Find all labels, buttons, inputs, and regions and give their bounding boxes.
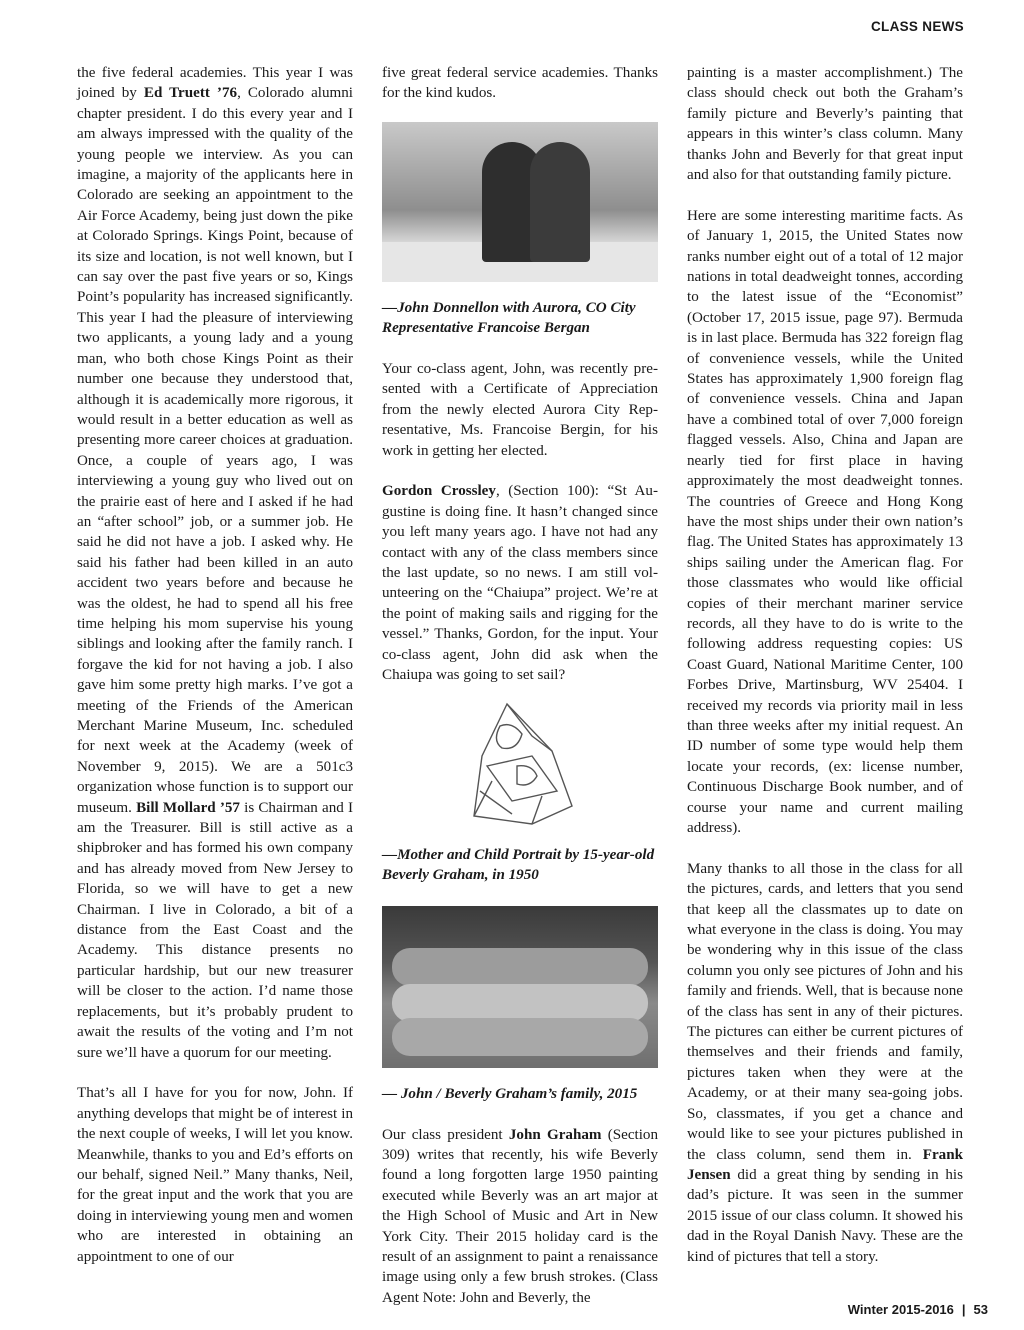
issue-label: Winter 2015-2016 <box>847 1302 954 1317</box>
column-1 <box>77 63 353 1267</box>
person-name: John Graham <box>508 1126 602 1143</box>
photo-caption: —Mother and Child Portrait by 15-year-old Beverly Graham, in 1950 <box>382 846 655 883</box>
person-name: Gordon Crossley <box>382 483 496 500</box>
person-name: Frank Jensen <box>687 1146 963 1183</box>
article-paragraph: Your co-class agent, John, was recently presented with a Certificate of Appreciation from the newly elected Aurora City Representative, Ms. Francoise Bergin, for his work in getting her elected. <box>382 361 658 459</box>
article-paragraph <box>77 63 353 1063</box>
photo-group-row <box>392 984 648 1022</box>
photo-group-row <box>392 948 648 986</box>
person-name: Ed Truett ’76 <box>143 85 238 102</box>
photo-graham-family <box>382 906 658 1068</box>
article-paragraph <box>382 481 658 685</box>
article-paragraph: five great federal service academies. Thanks for the kind kudos. <box>382 65 658 102</box>
person-name: Bill Mollard ’57 <box>136 799 240 816</box>
article-paragraph <box>687 859 963 1267</box>
text-run: the five federal academies. This year I was joined by <box>77 65 353 102</box>
column-3 <box>687 63 963 1267</box>
text-run: Many thanks to all those in the class for all the pictures, cards, and letters that you send that keep all the classmates up to date on what everyone in the class is doing. You may be wondering why in this issue of the class column you only see pictures of John and his family and friends. Well, that is because none of the class has sent in any of their pictures. The pictures can either be current pictures of themselves and their friends and family, pictures taken when they were at the Academy, or at their many sea-going jobs. So, classmates, if you get a chance and would like to see your pictures published in the class column, send them in. <box>687 860 963 1163</box>
photo-caption: — John / Beverly Graham’s family, 2015 <box>382 1085 638 1102</box>
article-paragraph: painting is a master accomplishment.) The class should check out both the Graham’s family picture and Beverly’s painting that appears in this winter’s class column. Many thanks John and Beverly for that great input and also for that outstanding family picture. <box>687 65 963 184</box>
sketch-drawing <box>382 696 658 831</box>
article-paragraph: Here are some interesting maritime facts. As of January 1, 2015, the United States now ranks number eight out of a total of 12 major nations in total deadweight tonnes, according to the latest issue of the “Economist” (October 17, 2015 issue, page 97). Bermuda is in last place. Bermuda has 322 foreign flag of convenience vessels, while the United States has approximately 1,900 foreign flag of convenience vessels. China and Japan have a combined total of over 7,000 foreign flagged vessels. Also, China and Japan are nearly tied for first place in having approximately the most deadweight tonnes. The countries of Greece and Hong Kong have the most ships under their own nation’s flag. The United States has approximately 13 ships sailing under the American flag. For those classmates who would like official copies of their merchant mariner service records, all they have to do is write to the following address requesting copies: US Coast Guard, National Maritime Center, 100 Forbes Drive, Martinsburg, WV 25404. I received my records via priority mail in less than three weeks after my initial request. An ID number of some type would help them locate your records, (ex: license number, Continuous Discharge Book number, and of course your name and current mailing address). <box>687 207 963 837</box>
article-paragraph <box>382 1125 658 1309</box>
section-header: CLASS NEWS <box>870 19 964 34</box>
text-run: (Section 309) writes that recently, his wife Beverly found a long forgotten large 1950 painting executed while Beverly was an art major at the High School of Music and Art in New York City. Their 2015 holiday card is the result of an assignment to paint a renaissance image using only a few brush strokes. (Class Agent Note: John and Beverly, the <box>382 1126 658 1306</box>
text-run: , Colorado alumni chapter president. I do this every year and I am always impressed with the quality of the young people we interview. As you can imagine, a majority of the applicants here in Colorado are seeking an appointment to the Air Force Academy, being just down the pike at Colorado Springs. Kings Point, because of its size and location, is not well known, but I can say over the past five years or so, Kings Point’s popularity has increased significantly. This year I had the pleasure of interviewing two applicants, a young lady and a young man, who both chose Kings Point as their number one because they understood that, although it is academically more rigorous, it would result in a better education as well as presenting more career choices at graduation. Once, a couple of years ago, I was interviewing a young guy who lived out on the prairie east of here and I asked if he had an “after school” job, or a summer job. He said he did not have a job. I asked why. He said his father had been killed in an auto accident two years before and because he was the oldest, he had to spend all his free time helping his mom supervise his young siblings and looking after the family ranch. I forgave the kid for not having a job. I also gave him some pretty high marks. I’ve got a meeting of the Friends of the American Merchant Marine Museum, Inc. scheduled for next week at the Academy (week of November 9, 2015). We are a 501c3 organization whose function is to support our museum. <box>77 85 353 816</box>
column-2 <box>382 63 658 1308</box>
photo-figure <box>530 142 590 262</box>
article-paragraph: That’s all I have for you for now, John. If anything develops that might be of interest in the next couple of weeks, I will let you know. Meanwhile, thanks to you and Ed’s efforts on our behalf, signed Neil.” Many thanks, Neil, for the great input and the work that you are doing in interviewing young men and women who are interested in obtaining an appointment to one of our <box>77 1085 353 1265</box>
painting-mother-and-child <box>382 696 658 831</box>
photo-donnellon-bergan <box>382 122 658 282</box>
text-run: Our class president <box>382 1126 509 1143</box>
footer-separator: | <box>961 1302 966 1317</box>
photo-caption: —John Donnellon with Aurora, CO City Representative Francoise Bergan <box>382 299 636 337</box>
page-footer <box>848 1302 988 1317</box>
text-run: is Chairman and I am the Treasurer. Bill is still active as a shipbroker and has formed his own company and has already moved from New Jersey to Florida, so we will have to get a new Chairman. I live in Colorado, a bit of a distance from the East Coast and the Academy. This distance presents no particular hardship, but our new treasurer will be closer to the action. I’d name those replacements, but it’s probably prudent to await the results of the voting and I’m not sure we’ll have a quorum for our meeting. <box>77 799 353 1061</box>
text-run: did a great thing by sending in his dad’s picture. It was seen in the summer 2015 issue of our class column. It showed his dad in the Royal Danish Navy. These are the kind of pictures that tell a story. <box>687 1166 963 1265</box>
text-run: , (Section 100): “St Augustine is doing fine. It hasn’t changed since you left many years ago. I have not had any contact with any of the class members since the last update, so no news. I am still volunteering on the “Chaiupa” project. We’re at the point of making sails and rigging for the vessel.” Thanks, Gordon, for the input. Your co-class agent, John did ask when the Chaiupa was going to set sail? <box>382 483 658 684</box>
photo-group-row <box>392 1018 648 1056</box>
page-number: 53 <box>973 1302 988 1317</box>
